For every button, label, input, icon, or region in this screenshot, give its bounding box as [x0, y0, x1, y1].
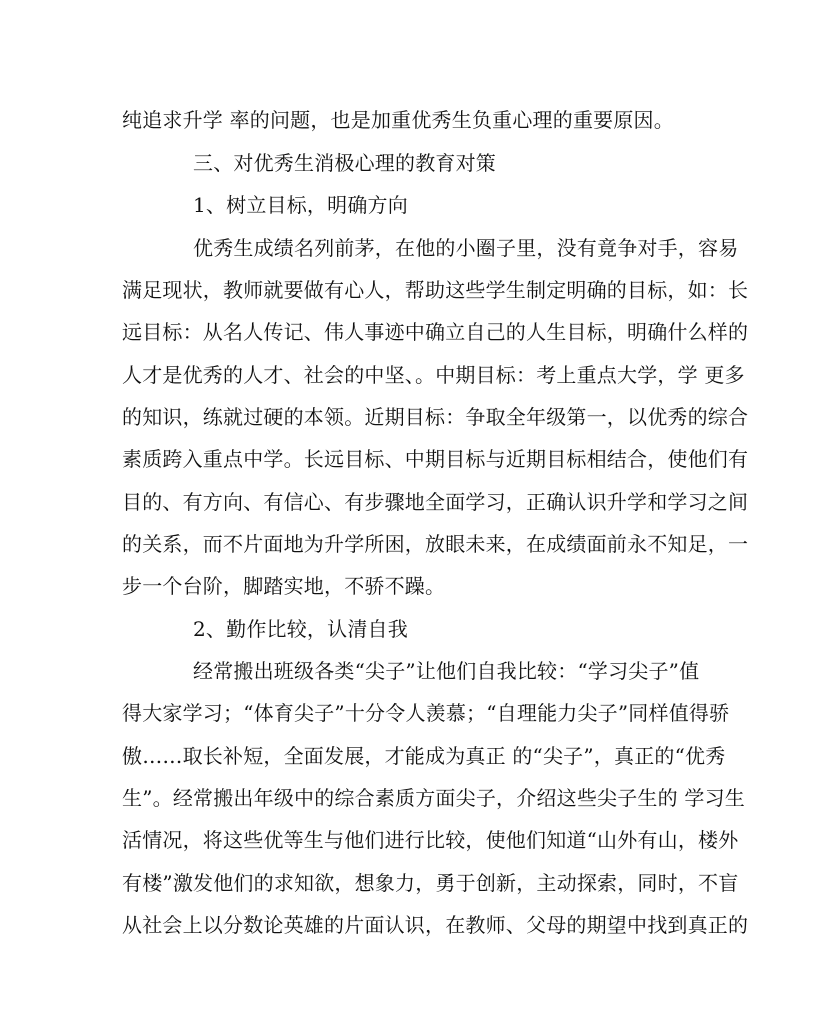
text-line: 得大家学习；“体育尖子”十分令人羡慕；“自理能力尖子”同样值得骄 [122, 701, 730, 725]
text-line: 步一个台阶，脚踏实地，不骄不躁。 [122, 574, 446, 598]
text-line: 的知识，练就过硬的本领。近期目标：争取全年级第一，以优秀的综合 [122, 405, 749, 429]
text-line: 优秀生成绩名列前茅，在他的小圈子里，没有竟争对手，容易 [193, 236, 739, 260]
text-line: 有楼”激发他们的求知欲，想象力，勇于创新，主动探索，同时，不盲 [122, 871, 739, 895]
text-line: 经常搬出班级各类“尖子”让他们自我比较：“学习尖子”值 [193, 659, 700, 683]
section-heading: 三、对优秀生消极心理的教育对策 [193, 151, 496, 175]
text-line: 纯追求升学 率的问题，也是加重优秀生负重心理的重要原因。 [122, 108, 674, 132]
text-line: 目的、有方向、有信心、有步骤地全面学习，正确认识升学和学习之间 [122, 490, 749, 514]
text-line: 生”。经常搬出年级中的综合素质方面尖子，介绍这些尖子生的 学习生 [122, 786, 745, 810]
text-line: 满足现状，教师就要做有心人，帮助这些学生制定明确的目标，如：长 [122, 278, 749, 302]
text-line: 素质跨入重点中学。长远目标、中期目标与近期目标相结合，使他们有 [122, 447, 749, 471]
text-line: 傲……取长补短，全面发展，才能成为真正 的“尖子”，真正的“优秀 [122, 744, 726, 768]
text-line: 人才是优秀的人才、社会的中坚、。中期目标：考上重点大学，学 更多 [122, 363, 745, 387]
text-line: 从社会上以分数论英雄的片面认识，在教师、父母的期望中找到真正的 [122, 913, 749, 937]
subsection-heading: 1、树立目标，明确方向 [193, 193, 408, 217]
subsection-heading: 2、勤作比较，认清自我 [193, 617, 408, 641]
text-line: 活情况，将这些优等生与他们进行比较，使他们知道“山外有山，楼外 [122, 828, 739, 852]
text-line: 远目标：从名人传记、伟人事迹中确立自己的人生目标，明确什么样的 [122, 320, 749, 344]
text-line: 的关系，而不片面地为升学所困，放眼未来，在成绩面前永不知足，一 [122, 532, 749, 556]
